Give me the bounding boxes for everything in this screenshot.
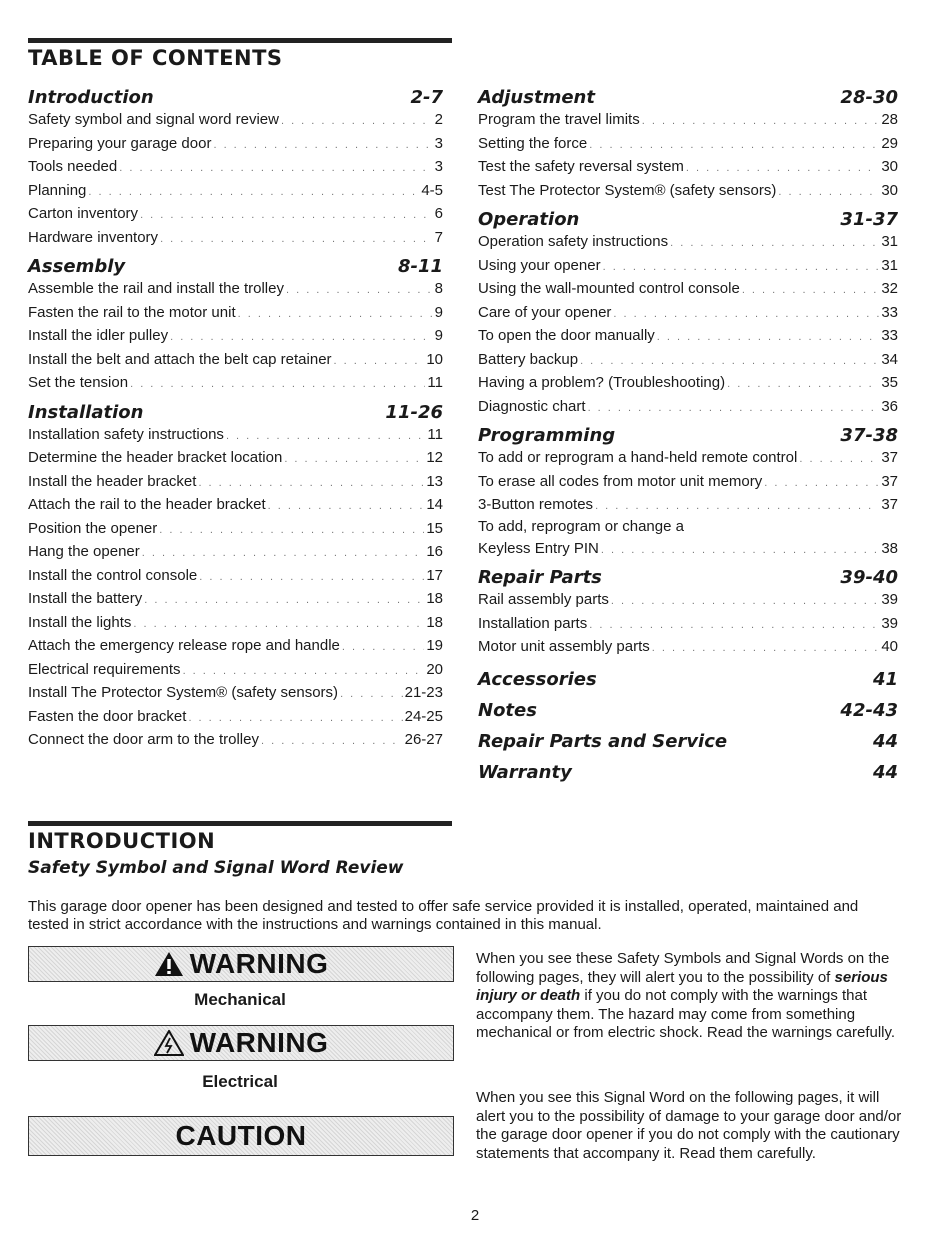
toc-entry (478, 301, 898, 325)
toc-entry (478, 493, 898, 517)
toc-section-heading (478, 206, 898, 230)
toc-item-page: 14 (426, 496, 443, 513)
toc-leader-dots (727, 373, 879, 397)
toc-entry (478, 635, 898, 659)
toc-leader-dots (160, 228, 433, 252)
toc-section-title: Installation (28, 401, 144, 423)
toc-entry (28, 371, 443, 395)
toc-section-pages: 39-40 (840, 567, 898, 588)
toc-leader-dots (613, 303, 879, 327)
toc-item-label: Keyless Entry PIN (478, 539, 599, 557)
toc-item-page: 29 (881, 134, 898, 152)
toc-leader-dots (652, 637, 880, 661)
toc-item-label: Attach the emergency release rope and handle (28, 637, 340, 654)
toc-item-label: Assemble the rail and install the trolley (28, 280, 284, 297)
toc-title: TABLE OF CONTENTS (28, 46, 283, 70)
toc-item-label: Rail assembly parts (478, 591, 609, 608)
warning-electrical-icon (154, 1030, 184, 1056)
toc-item-label: Electrical requirements (28, 660, 181, 678)
toc-leader-dots (284, 448, 424, 472)
toc-entry (478, 588, 898, 612)
warning-explanation-start: When you see these Safety Symbols and Signal Words on the following pages, they will alert you to the possibility of (476, 950, 890, 986)
toc-item-page: 9 (434, 327, 443, 344)
toc-leader-dots (159, 519, 424, 543)
toc-leader-dots (170, 326, 433, 350)
toc-item-page: 10 (426, 350, 443, 368)
toc-leader-dots (342, 636, 424, 660)
toc-entry (478, 446, 898, 470)
toc-item-label: To add or reprogram a hand-held remote control (478, 449, 798, 466)
toc-section-title: Warranty (478, 761, 572, 783)
toc-item-label: Test the safety reversal system (478, 158, 684, 175)
toc-item-page: 26-27 (404, 731, 443, 748)
toc-item-label: Using the wall-mounted control console (478, 280, 740, 297)
toc-item-page: 16 (426, 543, 443, 560)
toc-entry (478, 277, 898, 301)
warning-explanation (476, 950, 906, 1043)
toc-section-heading (478, 564, 898, 588)
toc-item-page: 13 (426, 472, 443, 490)
toc-item-page: 34 (881, 350, 898, 368)
toc-item-label: Safety symbol and signal word review (28, 111, 279, 128)
toc-section-heading (478, 84, 898, 108)
toc-leader-dots (764, 472, 879, 496)
toc-item-page: 8 (434, 280, 443, 297)
toc-item-label: Using your opener (478, 256, 601, 274)
toc-entry (28, 470, 443, 494)
toc-entry (28, 658, 443, 682)
toc-entry (478, 537, 898, 561)
toc-leader-dots (601, 539, 879, 563)
toc-leader-dots (133, 613, 424, 637)
toc-section-heading (478, 759, 898, 783)
toc-entry (28, 446, 443, 470)
toc-entry (478, 371, 898, 395)
toc-item-page: 28 (881, 111, 898, 128)
toc-leader-dots (261, 730, 403, 754)
toc-leader-dots (130, 373, 425, 397)
toc-section-pages: 2-7 (410, 87, 443, 108)
toc-item-page: 21-23 (404, 684, 443, 701)
toc-item-page: 20 (426, 660, 443, 678)
toc-entry (478, 254, 898, 278)
toc-item-page: 6 (434, 205, 443, 222)
toc-item-page: 40 (881, 638, 898, 655)
toc-item-page: 33 (881, 327, 898, 344)
toc-item-label: Attach the rail to the header bracket (28, 496, 266, 513)
warning-electrical-box (28, 1025, 454, 1061)
toc-item-page: 17 (426, 566, 443, 584)
toc-leader-dots (183, 660, 425, 684)
toc-item-page: 37 (881, 449, 898, 466)
toc-entry (478, 348, 898, 372)
toc-leader-dots (213, 134, 432, 158)
toc-section-title: Assembly (28, 256, 126, 277)
toc-section-pages: 8-11 (397, 256, 443, 277)
toc-item-label: Hardware inventory (28, 228, 159, 246)
toc-item-page: 36 (881, 397, 898, 415)
toc-item-label: Hang the opener (28, 543, 140, 560)
toc-entry (478, 132, 898, 156)
toc-item-label: Determine the header bracket location (28, 449, 283, 466)
toc-section-heading (478, 422, 898, 446)
toc-leader-dots (281, 110, 433, 134)
toc-entry (28, 634, 443, 658)
toc-leader-dots (238, 303, 433, 327)
toc-item-label: Fasten the rail to the motor unit (28, 303, 236, 321)
toc-entry-line: To add, reprogram or change a (478, 517, 684, 535)
toc-entry (478, 108, 898, 132)
toc-left-column (28, 84, 443, 752)
toc-entry (478, 470, 898, 494)
toc-item-label: Having a problem? (Troubleshooting) (478, 374, 726, 391)
intro-paragraph: This garage door opener has been designed and tested to offer safe service provided it is installed, operated, maintained and tested in strict accordance with the instructions and warnings contained in this manual. (28, 898, 859, 933)
toc-item-page: 18 (426, 590, 443, 607)
toc-section-title: Operation (478, 209, 580, 230)
toc-item-page: 11 (427, 425, 443, 443)
toc-leader-dots (119, 157, 432, 181)
intro-subtitle: Safety Symbol and Signal Word Review (28, 858, 404, 878)
toc-item-label: Motor unit assembly parts (478, 638, 650, 655)
toc-item-label: Preparing your garage door (28, 134, 212, 152)
intro-title: INTRODUCTION (28, 829, 216, 853)
warning-mechanical-box (28, 946, 454, 982)
warning-electrical-caption: Electrical (202, 1072, 278, 1091)
toc-section-heading (28, 399, 443, 423)
warning-mechanical-word: WARNING (189, 948, 329, 979)
toc-item-label: Install the lights (28, 613, 132, 631)
toc-item-page: 2 (434, 111, 443, 128)
toc-entry (28, 423, 443, 447)
warning-mechanical-caption: Mechanical (194, 990, 286, 1009)
toc-item-page: 35 (881, 374, 898, 391)
toc-leader-dots (199, 566, 424, 590)
toc-section-heading (478, 666, 898, 690)
toc-entry (28, 277, 443, 301)
toc-section-heading (28, 253, 443, 277)
toc-leader-dots (286, 279, 433, 303)
toc-leader-dots (595, 495, 879, 519)
toc-entry (28, 517, 443, 541)
toc-entry (478, 179, 898, 203)
toc-item-label: Install the idler pulley (28, 327, 169, 344)
page-number: 2 (470, 1207, 480, 1224)
toc-section-title: Repair Parts (478, 567, 602, 588)
toc-section-pages: 28-30 (840, 87, 898, 108)
toc-item-label: Install the header bracket (28, 472, 197, 490)
toc-item-label: Installation safety instructions (28, 425, 224, 443)
toc-leader-dots (603, 256, 880, 280)
toc-leader-dots (589, 134, 879, 158)
toc-item-label: Test The Protector System® (safety sensors) (478, 181, 777, 199)
toc-item-label: To open the door manually (478, 327, 655, 344)
toc-entry (28, 705, 443, 729)
caution-word: CAUTION (175, 1120, 307, 1151)
toc-item-page: 38 (881, 539, 898, 557)
toc-item-label: Connect the door arm to the trolley (28, 731, 259, 748)
toc-item-page: 32 (881, 280, 898, 297)
toc-item-label: Operation safety instructions (478, 233, 669, 250)
toc-leader-dots (340, 683, 403, 707)
toc-item-label: 3-Button remotes (478, 496, 594, 513)
toc-section-pages: 42-43 (840, 699, 898, 721)
toc-leader-dots (226, 425, 425, 449)
caution-explanation: When you see this Signal Word on the following pages, it will alert you to the possibility of damage to your garage door and/or the garage door opener if you do not comply with the cautionary statements that accompany it. Read them carefully. (476, 1089, 902, 1162)
toc-item-page: 18 (426, 613, 443, 631)
toc-section-title: Programming (478, 425, 616, 446)
toc-leader-dots (657, 326, 880, 350)
toc-item-label: Carton inventory (28, 205, 139, 222)
toc-section-pages: 44 (872, 730, 898, 752)
toc-leader-dots (580, 350, 879, 374)
toc-leader-dots (198, 472, 424, 496)
toc-entry (28, 202, 443, 226)
toc-leader-dots (799, 448, 879, 472)
toc-section-title: Repair Parts and Service (478, 730, 728, 752)
toc-top-rule (28, 38, 452, 43)
toc-item-label: Diagnostic chart (478, 397, 586, 415)
toc-entry (28, 493, 443, 517)
toc-entry (28, 179, 443, 203)
intro-top-rule (28, 821, 452, 826)
toc-leader-dots (778, 181, 879, 205)
warning-mechanical-icon (154, 951, 184, 977)
toc-entry (28, 301, 443, 325)
toc-leader-dots (642, 110, 880, 134)
toc-section-title: Introduction (28, 87, 154, 108)
toc-leader-dots (742, 279, 880, 303)
caution-box (28, 1116, 454, 1156)
toc-item-label: Setting the force (478, 134, 588, 152)
toc-item-page: 7 (434, 228, 443, 246)
toc-leader-dots (611, 590, 879, 614)
toc-leader-dots (268, 495, 425, 519)
toc-entry (28, 226, 443, 250)
toc-item-page: 39 (881, 591, 898, 608)
toc-leader-dots (686, 157, 879, 181)
toc-item-label: Set the tension (28, 374, 129, 391)
toc-entry (28, 728, 443, 752)
toc-entry (478, 324, 898, 348)
toc-entry (28, 611, 443, 635)
toc-right-column (478, 84, 898, 783)
toc-entry (28, 681, 443, 705)
warning-electrical-word: WARNING (189, 1027, 329, 1058)
toc-item-page: 31 (881, 233, 898, 250)
toc-section-title: Accessories (478, 668, 597, 690)
toc-section-pages: 37-38 (840, 425, 898, 446)
toc-item-page: 30 (881, 181, 898, 199)
toc-leader-dots (140, 204, 433, 228)
toc-section-pages: 44 (872, 761, 898, 783)
toc-item-label: Installation parts (478, 614, 588, 632)
toc-section-title: Adjustment (478, 87, 595, 108)
toc-item-page: 30 (881, 158, 898, 175)
toc-item-label: Position the opener (28, 519, 158, 537)
toc-entry (28, 348, 443, 372)
toc-entry (28, 155, 443, 179)
toc-item-label: Install The Protector System® (safety sensors) (28, 684, 339, 701)
toc-entry (28, 540, 443, 564)
toc-item-label: Tools needed (28, 158, 118, 175)
toc-item-label: Install the battery (28, 590, 143, 607)
toc-entry (28, 132, 443, 156)
toc-section-heading (28, 84, 443, 108)
toc-item-page: 31 (881, 256, 898, 274)
toc-item-page: 11 (427, 374, 443, 391)
toc-item-page: 9 (434, 303, 443, 321)
toc-leader-dots (142, 542, 425, 566)
toc-entry (28, 564, 443, 588)
toc-entry (478, 395, 898, 419)
toc-item-page: 24-25 (404, 707, 443, 725)
toc-item-label: Install the belt and attach the belt cap retainer (28, 350, 332, 368)
toc-item-page: 39 (881, 614, 898, 632)
toc-item-label: Planning (28, 181, 87, 199)
toc-leader-dots (88, 181, 419, 205)
toc-section-title: Notes (478, 699, 537, 721)
toc-section-heading (478, 728, 898, 752)
toc-section-pages: 41 (872, 668, 898, 690)
toc-leader-dots (144, 589, 424, 613)
toc-item-page: 4-5 (421, 181, 443, 199)
toc-item-page: 37 (881, 496, 898, 513)
toc-entry (478, 155, 898, 179)
toc-leader-dots (589, 614, 879, 638)
warning-explanation-end: if you do not comply with the warnings that accompany them. The hazard may come from something mechanical or from electric shock. Read the warnings carefully. (476, 987, 896, 1041)
toc-item-page: 37 (881, 472, 898, 490)
toc-item-label: Fasten the door bracket (28, 707, 187, 725)
toc-item-page: 3 (434, 134, 443, 152)
toc-item-label: Program the travel limits (478, 111, 640, 128)
toc-item-label: Battery backup (478, 350, 579, 368)
warning-explanation-emphasis: serious injury or death (476, 968, 888, 1004)
toc-entry (28, 587, 443, 611)
toc-item-label: To erase all codes from motor unit memory (478, 472, 763, 490)
toc-entry (28, 324, 443, 348)
toc-entry (478, 612, 898, 636)
toc-section-heading (478, 697, 898, 721)
toc-leader-dots (588, 397, 880, 421)
toc-item-page: 12 (426, 449, 443, 466)
toc-entry (478, 230, 898, 254)
toc-leader-dots (188, 707, 402, 731)
toc-entry (28, 108, 443, 132)
toc-section-pages: 11-26 (385, 401, 443, 423)
toc-leader-dots (334, 350, 425, 374)
toc-item-page: 3 (434, 158, 443, 175)
toc-item-page: 15 (426, 519, 443, 537)
toc-item-label: Care of your opener (478, 303, 612, 321)
toc-item-page: 19 (426, 637, 443, 654)
toc-item-page: 33 (881, 303, 898, 321)
toc-section-pages: 31-37 (840, 209, 898, 230)
toc-item-label: Install the control console (28, 566, 198, 584)
toc-leader-dots (670, 232, 879, 256)
